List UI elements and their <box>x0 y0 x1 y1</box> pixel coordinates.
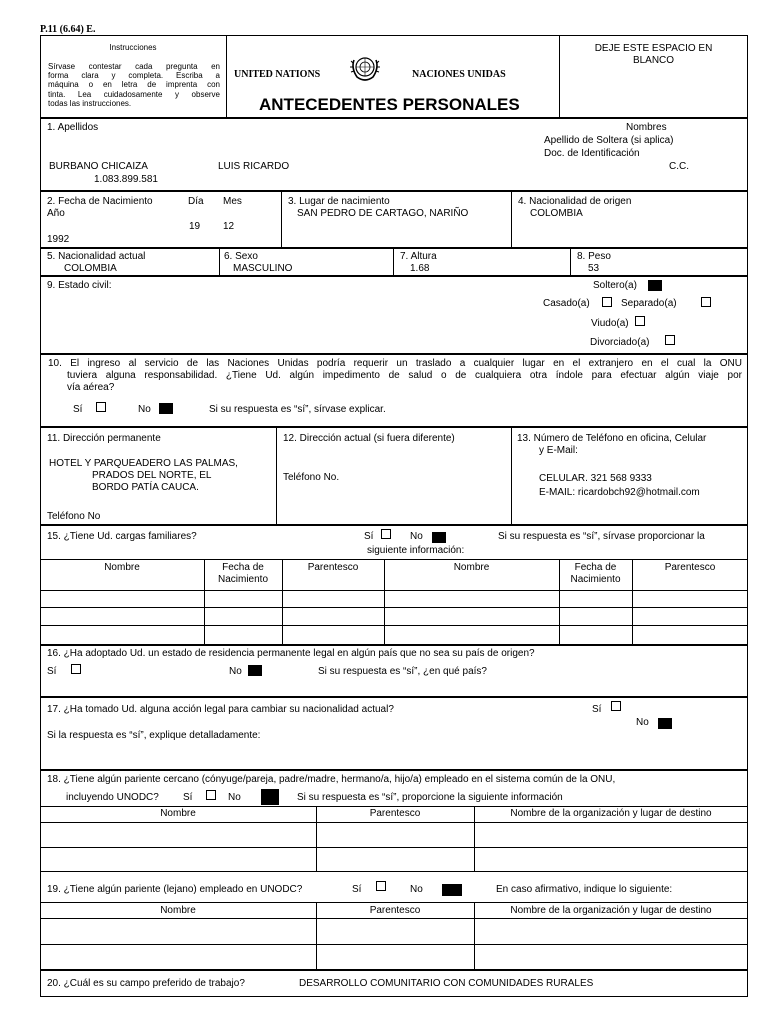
q19-no-label: No <box>410 884 423 895</box>
q16-si-label: Sí <box>47 666 57 677</box>
weight-label: 8. Peso <box>577 251 611 262</box>
permanent-phone-label: Teléfono No <box>47 511 101 522</box>
rel19-col-organizacion: Nombre de la organización y lugar de destino <box>510 905 712 916</box>
un-spanish: NACIONES UNIDAS <box>412 69 506 80</box>
doc-label: Doc. de Identificación <box>544 148 640 159</box>
dep-col-nombre-2: Nombre <box>453 562 490 573</box>
rel19-col-nombre: Nombre <box>160 905 196 916</box>
permanent-address-label: 11. Dirección permanente <box>47 433 161 444</box>
mes-value[interactable]: 12 <box>223 221 235 232</box>
mes-label: Mes <box>223 196 242 207</box>
q10-si-label: Sí <box>73 404 83 415</box>
instructions-title: Instrucciones <box>109 43 157 52</box>
civil-status-label: 9. Estado civil: <box>47 280 112 291</box>
q18-si-label: Sí <box>183 792 193 803</box>
un-english: UNITED NATIONS <box>234 69 321 80</box>
casado-label: Casado(a) <box>543 298 590 309</box>
question-10-text: 10. El ingreso al servicio de las Naciones Unidas podría requerir un traslado a cualquier lugar en el extranjero en el cual la ONU tuviera alguna responsabilidad. ¿Tiene Ud. algún impedimento de salud o de cualquiera otra índole para efectuar algún viaje por vía aérea? <box>48 358 742 393</box>
q19-si-label: Sí <box>352 884 362 895</box>
height-label: 7. Altura <box>400 251 437 262</box>
height-value[interactable]: 1.68 <box>410 263 430 274</box>
origin-nationality-label: 4. Nacionalidad de origen <box>518 196 632 207</box>
casado-checkbox[interactable] <box>602 297 612 307</box>
divorciado-label: Divorciado(a) <box>590 337 650 348</box>
divorciado-checkbox[interactable] <box>665 335 675 345</box>
section-5-8-box <box>40 248 748 276</box>
current-nationality-value[interactable]: COLOMBIA <box>64 263 117 274</box>
q15-info: Si su respuesta es “sí”, sírvase proporcionar la <box>498 531 705 542</box>
blank-space-note: DEJE ESTE ESPACIO EN BLANCO <box>594 43 713 66</box>
current-phone-label: Teléfono No. <box>283 472 340 483</box>
nombres-value[interactable]: LUIS RICARDO <box>218 161 290 172</box>
birthdate-label: 2. Fecha de Nacimiento <box>47 196 153 207</box>
q16-si-checkbox[interactable] <box>71 664 81 674</box>
apellidos-value[interactable]: BURBANO CHICAIZA <box>49 161 148 172</box>
rel18-col-nombre: Nombre <box>160 808 196 819</box>
separado-label: Separado(a) <box>621 298 677 309</box>
birthplace-value[interactable]: SAN PEDRO DE CARTAGO, NARIÑO <box>297 208 469 219</box>
sex-value[interactable]: MASCULINO <box>233 263 293 274</box>
dia-label: Día <box>188 196 204 207</box>
q16-no-label: No <box>229 666 242 677</box>
q18-text-2: incluyendo UNODC? <box>66 792 159 803</box>
email-value[interactable]: E-MAIL: ricardobch92@hotmail.com <box>539 487 700 498</box>
viudo-checkbox[interactable] <box>635 316 645 326</box>
q15-si-label: Sí <box>364 531 374 542</box>
separado-checkbox[interactable] <box>701 297 711 307</box>
contact-label: 13. Número de Teléfono en oficina, Celular y E-Mail: <box>517 433 707 456</box>
q10-explain: Si su respuesta es “sí”, sírvase explicar. <box>209 404 386 415</box>
q15-no-label: No <box>410 531 423 542</box>
q20-value[interactable]: DESARROLLO COMUNITARIO CON COMUNIDADES RURALES <box>299 978 594 989</box>
birthplace-label: 3. Lugar de nacimiento <box>288 196 390 207</box>
q16-no-checkbox[interactable] <box>248 665 262 676</box>
q18-text: 18. ¿Tiene algún pariente cercano (cónyuge/pareja, padre/madre, hermano/a, hijo/a) empleado en el sistema común de la ONU, <box>47 774 616 785</box>
q19-si-checkbox[interactable] <box>376 881 386 891</box>
q10-no-checkbox[interactable] <box>159 403 173 414</box>
q17-si-checkbox[interactable] <box>611 701 621 711</box>
q16-text: 16. ¿Ha adoptado Ud. un estado de residencia permanente legal en algún país que no sea su país de origen? <box>47 648 535 659</box>
dep-col-parentesco: Parentesco <box>307 562 359 573</box>
rel18-col-parentesco: Parentesco <box>369 808 421 819</box>
q16-follow: Si su respuesta es “sí”, ¿en qué país? <box>318 666 487 677</box>
q18-no-label: No <box>228 792 241 803</box>
current-nationality-label: 5. Nacionalidad actual <box>47 251 146 262</box>
q18-no-checkbox[interactable] <box>261 789 279 805</box>
nombres-label: Nombres <box>626 122 667 133</box>
soltero-label: Soltero(a) <box>593 280 637 291</box>
dep-col-nombre: Nombre <box>104 562 140 573</box>
cellphone-value[interactable]: CELULAR. 321 568 9333 <box>539 473 652 484</box>
q17-no-label: No <box>636 717 649 728</box>
q10-si-checkbox[interactable] <box>96 402 106 412</box>
q10-no-label: No <box>138 404 151 415</box>
q20-text: 20. ¿Cuál es su campo preferido de trabajo? <box>47 978 245 989</box>
q17-follow: Si la respuesta es “sí”, explique detalladamente: <box>47 730 261 741</box>
q15-info-2: siguiente información: <box>367 545 465 556</box>
q18-follow: Si su respuesta es “sí”, proporcione la siguiente información <box>297 792 563 803</box>
q19-follow: En caso afirmativo, indique lo siguiente: <box>496 884 673 895</box>
doc-number-value[interactable]: 1.083.899.581 <box>94 174 158 185</box>
q15-si-checkbox[interactable] <box>381 529 391 539</box>
permanent-address-value[interactable]: HOTEL Y PARQUEADERO LAS PALMAS, PRADOS DEL NORTE, EL BORDO PATÍA CAUCA. <box>49 458 238 493</box>
un-emblem-icon <box>348 52 382 84</box>
q17-si-label: Sí <box>592 704 602 715</box>
ano-label: Año <box>47 208 65 219</box>
origin-nationality-value[interactable]: COLOMBIA <box>530 208 583 219</box>
dep-col-fecha: Fecha de Nacimiento <box>217 562 269 585</box>
viudo-label: Viudo(a) <box>591 318 629 329</box>
rel18-col-organizacion: Nombre de la organización y lugar de destino <box>510 808 712 819</box>
soltero-checkbox[interactable] <box>648 280 662 291</box>
q18-si-checkbox[interactable] <box>206 790 216 800</box>
cc-label: C.C. <box>669 161 689 172</box>
q19-no-checkbox[interactable] <box>442 884 462 896</box>
q19-text: 19. ¿Tiene algún pariente (lejano) empleado en UNODC? <box>47 884 303 895</box>
q17-no-checkbox[interactable] <box>658 718 672 729</box>
q15-no-checkbox[interactable] <box>432 532 446 543</box>
form-title: ANTECEDENTES PERSONALES <box>259 95 520 114</box>
q17-text: 17. ¿Ha tomado Ud. alguna acción legal para cambiar su nacionalidad actual? <box>47 704 394 715</box>
soltera-label: Apellido de Soltera (si aplica) <box>544 135 674 146</box>
sex-label: 6. Sexo <box>224 251 258 262</box>
q15-text: 15. ¿Tiene Ud. cargas familiares? <box>47 531 197 542</box>
apellidos-label: 1. Apellidos <box>47 122 99 133</box>
form-code: P.11 (6.64) E. <box>40 24 96 35</box>
ano-value[interactable]: 1992 <box>47 234 70 245</box>
weight-value[interactable]: 53 <box>588 263 600 274</box>
dia-value[interactable]: 19 <box>189 221 201 232</box>
dep-col-fecha-2: Fecha de Nacimiento <box>570 562 621 585</box>
dep-col-parentesco-2: Parentesco <box>664 562 716 573</box>
current-address-label: 12. Dirección actual (si fuera diferente) <box>283 433 455 444</box>
rel19-col-parentesco: Parentesco <box>369 905 421 916</box>
instructions-text: Sírvase contestar cada pregunta en forma clara y completa. Escriba a máquina o en letra de imprenta con tinta. Lea cuidadosamente y observe todas las instrucciones. <box>48 62 220 108</box>
